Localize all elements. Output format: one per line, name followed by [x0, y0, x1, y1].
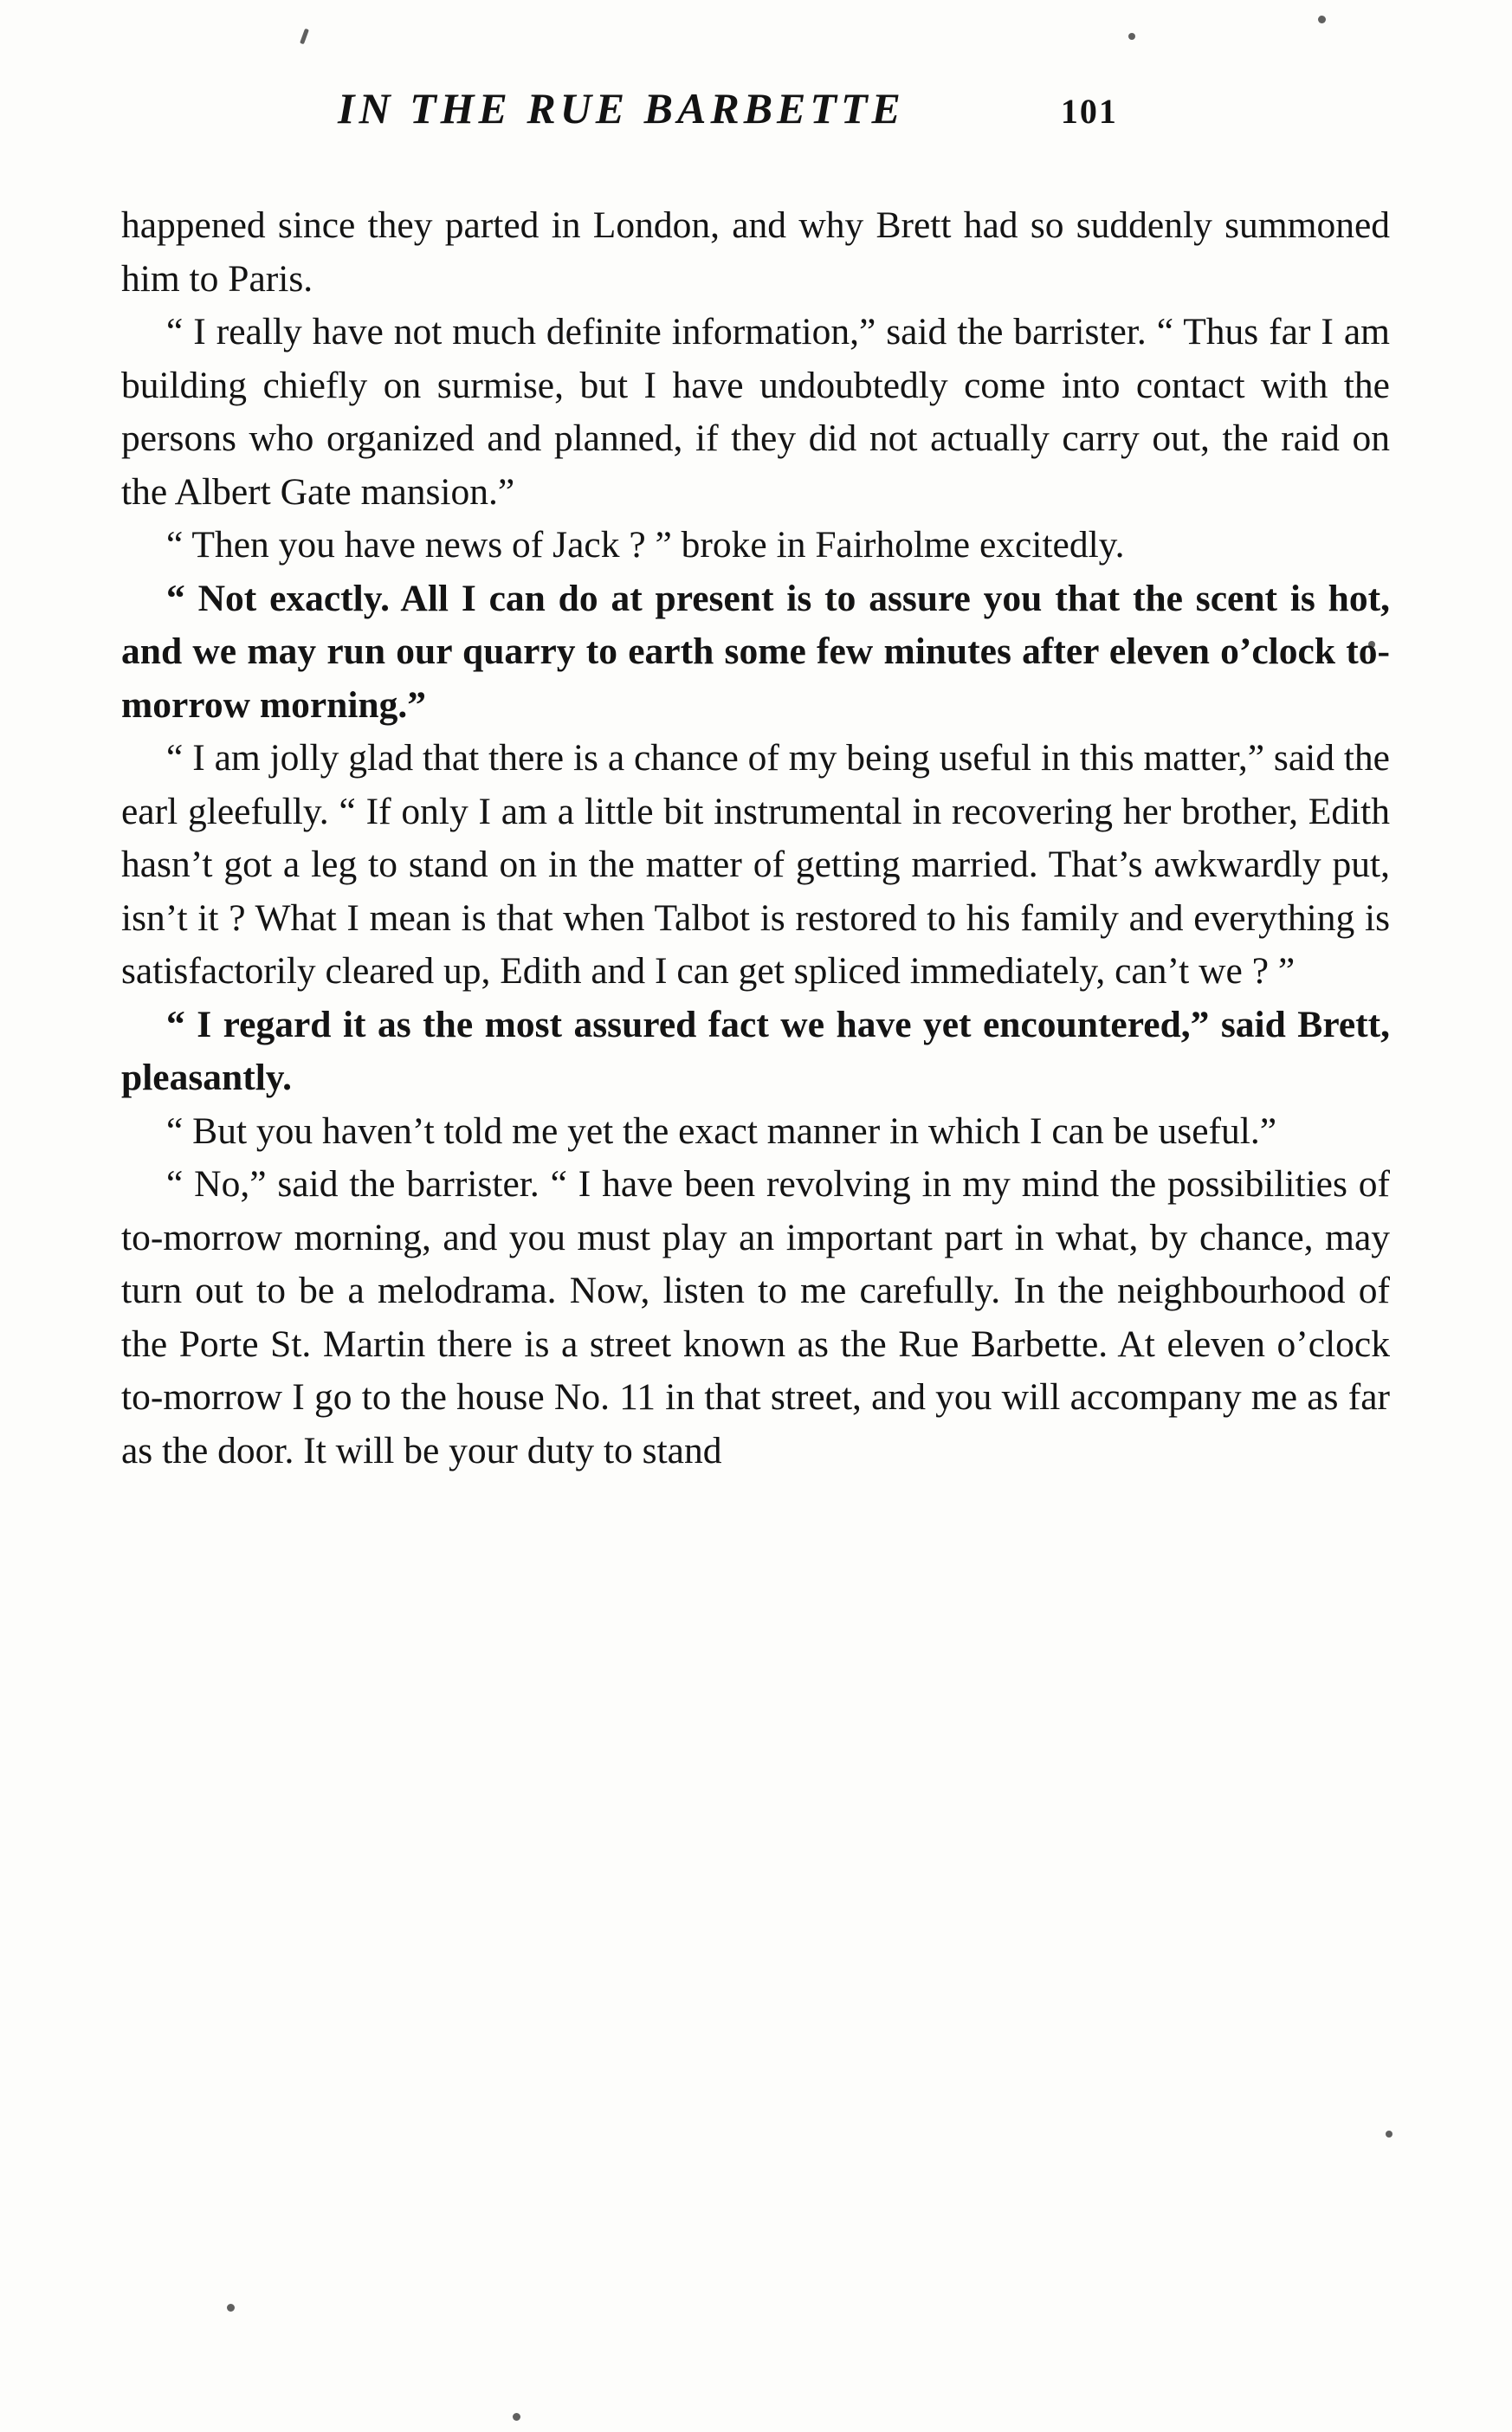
scan-speck	[300, 29, 309, 45]
page-number: 101	[1060, 92, 1118, 131]
paragraph: “ I am jolly glad that there is a chance of my being useful in this matter,” said the earl gleefully. “ If only I am a little bit instrumental in recovering her brother, Edith hasn’t got a leg to stand on in the matter of getting married. That’s awkwardly put, isn’t it ? What I mean is that when Talbot is restored to his family and everything is satisfactorily cleared up, Edith and I can get spliced immediately, can’t we ? ”	[121, 737, 1390, 992]
paragraph: “ I regard it as the most assured fact we have yet encountered,” said Brett, pleasantly.	[121, 1003, 1390, 1098]
scan-speck	[1386, 2131, 1392, 2138]
scan-speck	[227, 2304, 235, 2312]
paragraph: “ Not exactly. All I can do at present is to assure you that the scent is hot, and we may run our quarry to earth some few minutes after eleven o’clock to-morrow morning.”	[121, 577, 1390, 726]
page-body	[121, 199, 1390, 1478]
paragraph: happened since they parted in London, and why Brett had so suddenly summoned him to Paris.	[121, 204, 1390, 300]
page-header	[130, 83, 1386, 133]
running-title: IN THE RUE BARBETTE	[338, 84, 905, 133]
paragraph: “ Then you have news of Jack ? ” broke in Fairholme excitedly.	[166, 524, 1125, 566]
scan-speck	[1128, 33, 1135, 40]
paragraph: “ I really have not much definite information,” said the barrister. “ Thus far I am building chiefly on surmise, but I have undoubtedly come into contact with the persons who organized and planned, if they did not actually carry out, the raid on the Albert Gate mansion.”	[121, 311, 1390, 513]
paragraph: “ But you haven’t told me yet the exact manner in which I can be useful.”	[166, 1109, 1277, 1152]
paragraph: “ No,” said the barrister. “ I have been revolving in my mind the possibilities of to-morrow morning, and you must play an important part in what, by chance, may turn out to be a melodrama. Now, listen to me carefully. In the neighbourhood of the Porte St. Martin there is a street known as the Rue Barbette. At eleven o’clock to-morrow I go to the house No. 11 in that street, and you will accompany me as far as the door. It will be your duty to stand	[121, 1163, 1390, 1471]
scan-speck	[1318, 16, 1326, 23]
scan-speck	[513, 2413, 520, 2421]
